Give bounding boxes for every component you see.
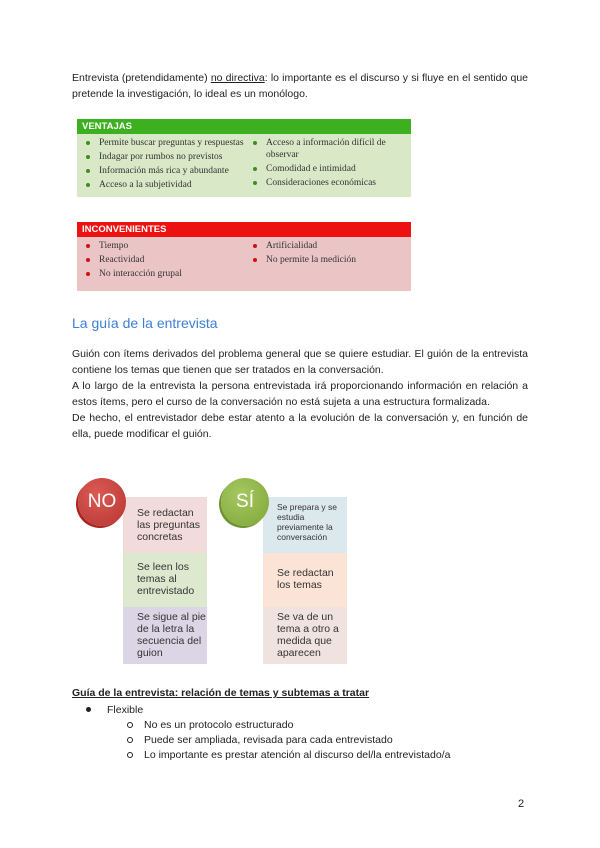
list-item: Consideraciones económicas — [250, 177, 411, 189]
page-number: 2 — [518, 798, 525, 810]
list-item: Información más rica y abundante — [83, 165, 244, 177]
si-cell: Se va de un tema a otro a medida que aparecen — [263, 607, 347, 664]
si-cell: Se prepara y se estudia previamente la conversación — [263, 497, 347, 553]
no-circle: NO — [78, 478, 126, 526]
inconvenientes-left-list — [77, 239, 244, 282]
ventajas-box — [77, 119, 411, 197]
list-item: No permite la medición — [250, 254, 411, 266]
section-title: La guía de la entrevista — [72, 315, 218, 331]
ventajas-left-list — [77, 136, 244, 193]
paragraph: A lo largo de la entrevista la persona entrevistada irá proporcionando información en relación a estos ítems, pero el curso de la conversación no está sujeta a una estructura formalizada. — [72, 380, 528, 408]
list-item: Tiempo — [83, 240, 244, 252]
list-item: No interacción grupal — [83, 268, 244, 280]
list-item: Indagar por rumbos no previstos — [83, 151, 244, 163]
paragraph: Guión con ítems derivados del problema general que se quiere estudiar. El guión de la entrevista contiene los temas que tienen que ser tratados en la conversación. — [72, 348, 528, 376]
list-item: Acceso a la subjetividad — [83, 179, 244, 191]
ventajas-header: VENTAJAS — [77, 119, 411, 134]
list-item: No es un protocolo estructurado — [144, 719, 294, 731]
no-directiva-underlined: no directiva — [210, 72, 265, 84]
inconvenientes-box — [77, 222, 411, 291]
inconvenientes-right-list — [244, 239, 411, 282]
list-item: Acceso a información difícil de observar — [250, 137, 411, 161]
no-cell: Se leen los temas al entrevistado — [123, 553, 207, 607]
list-item: Comodidad e intimidad — [250, 163, 411, 175]
bullet-icon — [86, 707, 91, 712]
list-item: Lo importante es prestar atención al discurso del/la entrevistado/a — [144, 749, 451, 761]
guide-description — [72, 346, 528, 442]
list-item: Permite buscar preguntas y respuestas — [83, 137, 244, 149]
inconvenientes-header: INCONVENIENTES — [77, 222, 411, 237]
no-cell: Se sigue al pie de la letra la secuencia del guion — [123, 607, 207, 664]
circle-bullet-icon — [127, 722, 133, 728]
guide-heading: Guía de la entrevista: relación de temas y subtemas a tratar — [72, 687, 370, 699]
list-item: Flexible — [107, 704, 144, 716]
list-item: Artificialidad — [250, 240, 411, 252]
si-cell: Se redactan los temas — [263, 553, 347, 607]
intro-paragraph: Entrevista (pretendidamente) no directiva: lo importante es el discurso y si fluye en el sentido que pretende la investigación, lo ideal es un monólogo. — [72, 72, 528, 100]
no-cell: Se redactan las preguntas concretas — [123, 497, 207, 553]
circle-bullet-icon — [127, 752, 133, 758]
list-item: Puede ser ampliada, revisada para cada entrevistado — [144, 734, 393, 746]
list-item: Reactividad — [83, 254, 244, 266]
ventajas-right-list — [244, 136, 411, 193]
paragraph: De hecho, el entrevistador debe estar atento a la evolución de la conversación y, en función de ella, puede modificar el guión. — [72, 412, 528, 440]
circle-bullet-icon — [127, 737, 133, 743]
si-circle: SÍ — [221, 478, 269, 526]
